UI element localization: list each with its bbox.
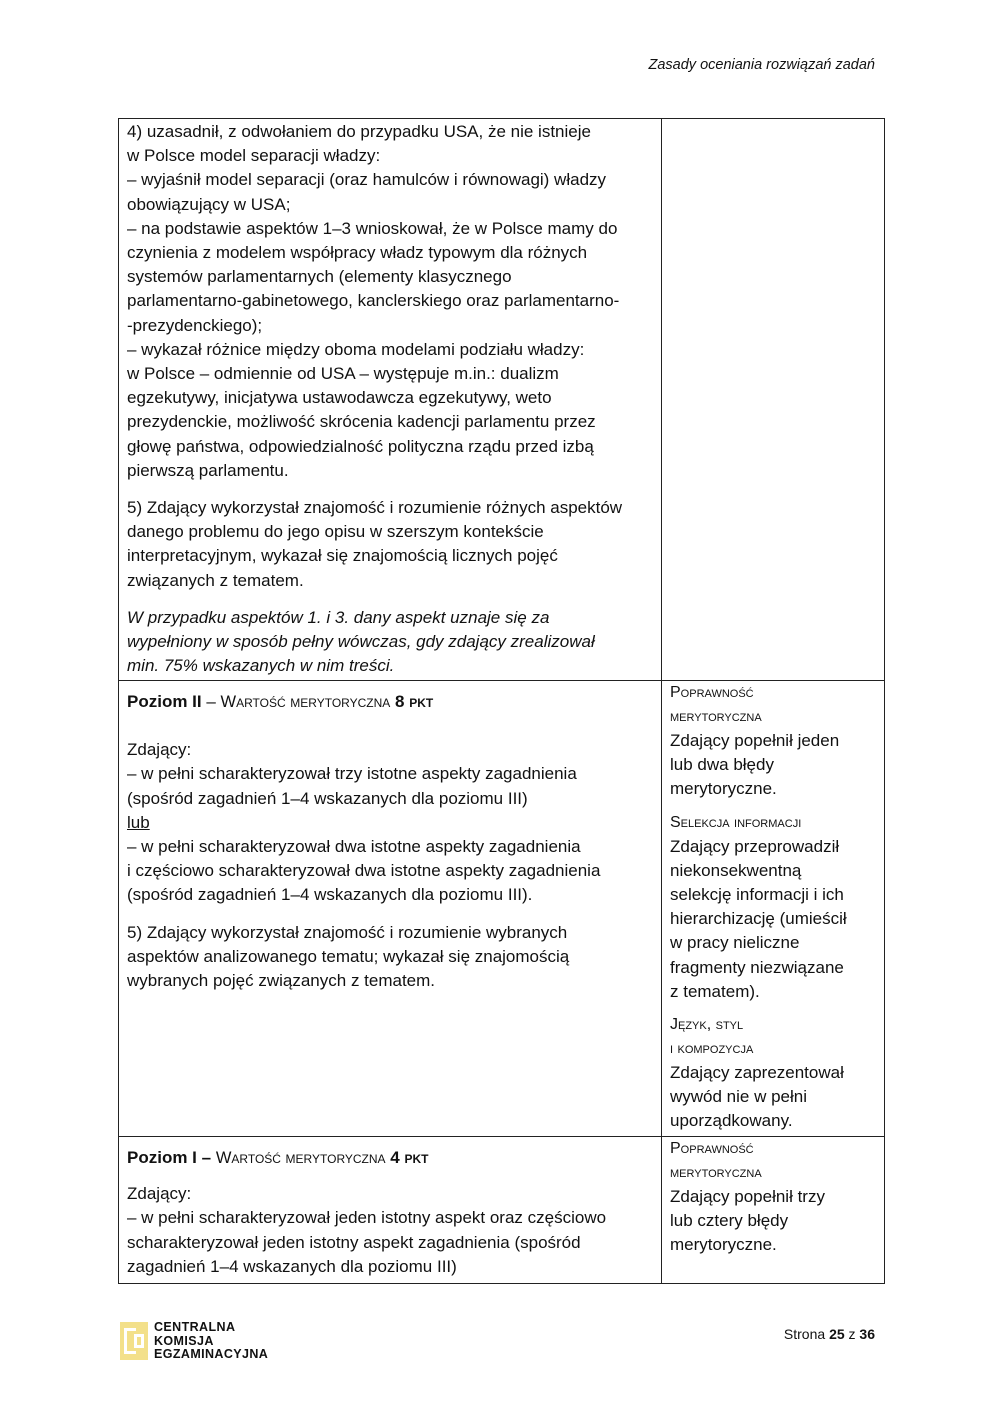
criterion-selection: Selekcja informacji Zdający przeprowadził niekonsekwentną selekcję informacji i ich hierarchizację (umieścił w pracy nieliczne fragmenty niezwiązane z tematem). <box>670 813 847 1001</box>
aspect-note: W przypadku aspektów 1. i 3. dany aspekt uznaje się za wypełniony w sposób pełny wówczas, gdy zdający zrealizował min. 75% wskazanych w nim treści. <box>127 607 595 676</box>
criteria-cell <box>119 1137 662 1283</box>
page-header-title: Zasady oceniania rozwiązań zadań <box>648 57 875 73</box>
aspect-4-text: 4) uzasadnił, z odwołaniem do przypadku USA, że nie istnieje w Polsce model separacji władzy: – wyjaśnił model separacji (oraz hamulców i równowagi) władzy obowiązujący w USA; – na podstawie aspektów 1–3 wnioskował, że w Polsce mamy do czynienia z modelem współpracy władz typowym dla różnych systemów parlamentarnych (elementy klasycznego parlamentarno-gabinetowego, kanclerskiego oraz parlamentarno- -prezydenckiego); – wykazał różnice między oboma modelami podziału władzy: w Polsce – odmiennie od USA – występuje m.in.: dualizm egzekutywy, inicjatywa ustawodawcza egzekutywy, weto prezydenckie, możliwość skrócenia kadencji parlamentu przez głowę państwa, odpowiedzialność polityczna rządu przed izbą pierwszą parlamentu. <box>127 122 620 480</box>
level-description: Zdający: – w pełni scharakteryzował trzy istotne aspekty zagadnienia (spośród zagadnień 1–4 wskazanych dla poziomu III) lub – w pełni scharakteryzował dwa istotne aspekty zagadnienia i częściowo scharakteryzował dwa istotne aspekty zagadnienia (spośród zagadnień 1–4 wskazanych dla poziomu III). <box>127 740 601 905</box>
empty-cell <box>662 119 884 680</box>
criterion-correctness: Poprawność merytoryczna Zdający popełnił trzy lub cztery błędy merytoryczne. <box>670 1140 825 1255</box>
aspect-5-text: 5) Zdający wykorzystał znajomość i rozumienie różnych aspektów danego problemu do jego opisu w szerszym kontekście interpretacyjnym, wykazał się znajomością licznych pojęć związanych z tematem. <box>127 498 623 590</box>
quality-criteria-cell <box>662 681 884 1136</box>
table-row <box>118 118 885 681</box>
cke-logo-icon <box>120 1322 148 1360</box>
level-heading: Poziom II – Wartość merytoryczna 8 pkt <box>127 692 434 711</box>
aspect-5-text: 5) Zdający wykorzystał znajomość i rozumienie wybranych aspektów analizowanego tematu; wykazał się znajomością wybranych pojęć związanych z tematem. <box>127 922 570 991</box>
level-heading: Poziom I – Wartość merytoryczna 4 pkt <box>127 1148 429 1167</box>
page-number: Strona 25 z 36 <box>783 1326 875 1342</box>
level-description: Zdający: – w pełni scharakteryzował jeden istotny aspekt oraz częściowo scharakteryzował jeden istotny aspekt zagadnienia (spośród zagadnień 1–4 wskazanych dla poziomu III) <box>127 1184 607 1276</box>
criteria-cell <box>119 681 662 1136</box>
criterion-correctness: Poprawność merytoryczna Zdający popełnił jeden lub dwa błędy merytoryczne. <box>670 684 840 799</box>
criteria-cell <box>119 119 662 680</box>
table-row <box>118 1137 885 1284</box>
cke-logo <box>120 1321 268 1362</box>
table-row <box>118 681 885 1137</box>
quality-criteria-cell <box>662 1137 884 1283</box>
scoring-table <box>118 118 885 1284</box>
criterion-language: Język, styl i kompozycja Zdający zaprezentował wywód nie w pełni uporządkowany. <box>670 1016 844 1131</box>
cke-logo-text: CENTRALNA KOMISJA EGZAMINACYJNA <box>154 1320 269 1361</box>
